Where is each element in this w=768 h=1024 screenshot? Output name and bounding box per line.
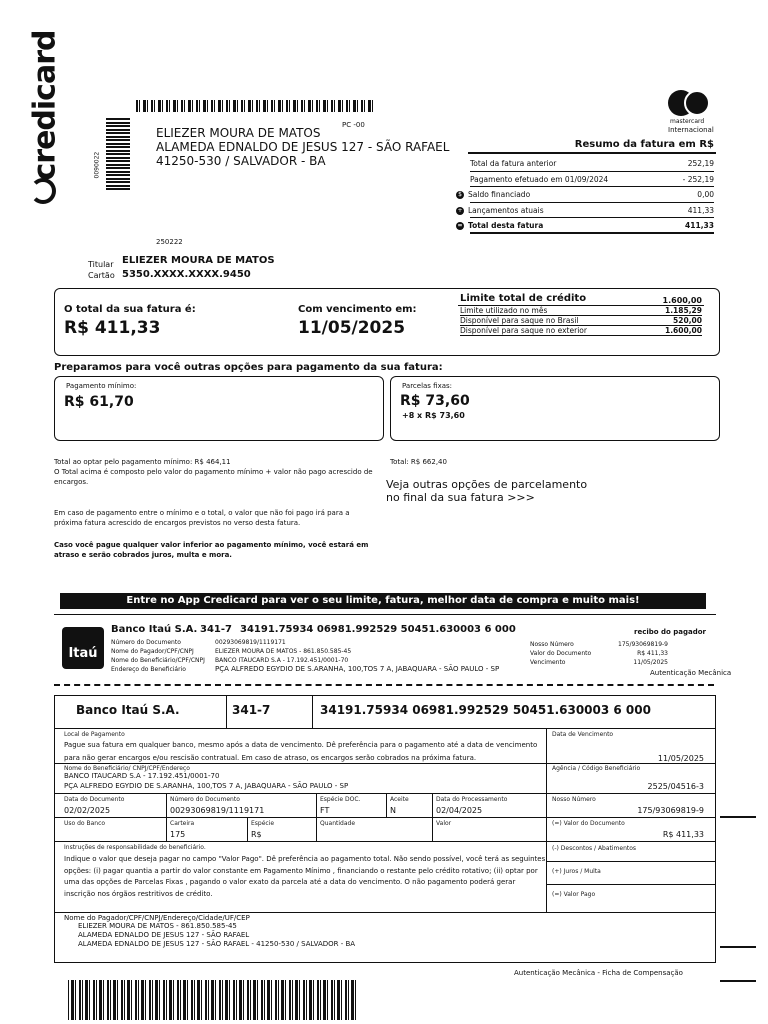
- data-proc-label: Data do Processamento: [436, 796, 508, 803]
- vertical-barcode: [106, 118, 130, 190]
- venc-value: 11/05/2025: [657, 754, 704, 763]
- due-value: 11/05/2025: [298, 318, 406, 338]
- receipt-right-row: [530, 649, 668, 658]
- options-heading: Preparamos para você outras opções para pagamento da sua fatura:: [54, 362, 443, 373]
- recipient-name: ELIEZER MOURA DE MATOS: [156, 126, 321, 140]
- summary-icon: $: [456, 191, 464, 199]
- receipt-row-label: Nome do Pagador/CPF/CNPJ: [111, 648, 194, 655]
- local-label: Local de Pagamento: [64, 731, 125, 738]
- juros-label: (+) Juros / Multa: [552, 868, 601, 875]
- desc-label: (-) Descontos / Abatimentos: [552, 845, 637, 852]
- receipt-right-value: R$ 411,33: [637, 650, 668, 657]
- limit-row-value: 1.185,29: [664, 306, 702, 315]
- pc-code: PC -00: [342, 121, 365, 129]
- limit-row-value: 1.600,00: [664, 326, 702, 335]
- summary-row: [458, 187, 714, 203]
- vertical-code: 0090022: [93, 151, 101, 179]
- pagador-label: Nome do Pagador/CPF/CNPJ/Endereço/Cidade/UF/CEP: [64, 914, 250, 922]
- especie-doc-label: Espécie DOC.: [320, 796, 361, 803]
- limit-total: 1.600,00: [662, 296, 702, 305]
- summary-row-label-wrap: [470, 156, 556, 171]
- limit-row: [460, 316, 702, 326]
- summary-table: [457, 156, 714, 234]
- receipt-right-label: Vencimento: [530, 659, 566, 666]
- receipt-right-value: 11/05/2025: [633, 659, 668, 666]
- data-proc-value: 02/04/2025: [436, 806, 483, 815]
- min-note: O Total acima é composto pelo valor do pagamento mínimo + valor não pago acrescido de encargos.: [54, 468, 373, 486]
- summary-icon: =: [457, 222, 463, 230]
- mastercard-sub: Internacional: [668, 126, 714, 134]
- parc-detail: +8 x R$ 73,60: [402, 411, 465, 420]
- summary-row-label: Lançamentos atuais: [468, 205, 544, 215]
- recibo-label: recibo do pagador: [634, 628, 707, 636]
- limit-row-label: Disponível para saque no exterior: [460, 326, 587, 335]
- limit-row: [460, 326, 702, 336]
- limit-table: [460, 306, 702, 336]
- parc-more-2[interactable]: no final da sua fatura >>>: [386, 491, 535, 504]
- address-line-1: ALAMEDA EDNALDO DE JESUS 127 - SÃO RAFAEL: [156, 140, 450, 154]
- parc-label: Parcelas fixas:: [402, 382, 453, 390]
- limit-row: [460, 306, 702, 316]
- valor-doc-label: (=) Valor do Documento: [552, 820, 625, 827]
- pagador-lines: [78, 922, 355, 949]
- instr-line: Indique o valor que deseja pagar no campo "Valor Pago". Dê preferência ao pagamento total. Não sendo possível, você terá as seguintes: [64, 855, 546, 863]
- titular-value: ELIEZER MOURA DE MATOS: [122, 255, 275, 266]
- boleto-bank: Banco Itaú S.A.: [76, 703, 180, 717]
- address-line-2: 41250-530 / SALVADOR - BA: [156, 154, 326, 168]
- qtd-label: Quantidade: [320, 820, 356, 827]
- mastercard-logo: [664, 90, 724, 136]
- instr-line: inscrição nos órgãos restritivos de crédito.: [64, 889, 213, 898]
- itau-logo: Itaú: [62, 627, 104, 669]
- instr-line: uma das opções de Parcelas Fixas , pagando o valor exato da parcela até a data do vencimento. O não pagamento poderá gerar: [64, 878, 516, 886]
- min-total: Total ao optar pelo pagamento mínimo: R$ 464,11: [54, 458, 231, 466]
- instr-lines: [64, 854, 546, 900]
- receipt-row: [111, 656, 531, 665]
- summary-row: [457, 218, 714, 234]
- boleto-footer: Autenticação Mecânica - Ficha de Compensação: [514, 969, 683, 977]
- note-2: Caso você pague qualquer valor inferior ao pagamento mínimo, você estará em atraso e serão cobrados juros, multa e mora.: [54, 541, 369, 559]
- aceite-label: Aceite: [390, 796, 409, 803]
- parc-more-1[interactable]: Veja outras opções de parcelamento: [386, 478, 588, 491]
- summary-row-value: - 252,19: [682, 174, 714, 184]
- min-label: Pagamento mínimo:: [66, 382, 137, 390]
- especie-doc-value: FT: [320, 806, 330, 815]
- credicard-logo-text: credicard: [27, 30, 63, 181]
- parc-total: Total: R$ 662,40: [390, 458, 447, 466]
- receipt-row-value: PÇA ALFREDO EGYDIO DE S.ARANHA, 100,TOS 7 A, JABAQUARA - SÃO PAULO - SP: [215, 665, 500, 673]
- num-doc-label: Número do Documento: [170, 796, 240, 803]
- mastercard-name: mastercard: [670, 118, 705, 125]
- receipt-right-value: 175/93069819-9: [618, 641, 668, 648]
- summary-row-value: 411,33: [687, 205, 714, 215]
- benef-value-2: PÇA ALFREDO EGYDIO DE S.ARANHA, 100,TOS 7 A, JABAQUARA - SÃO PAULO - SP: [64, 782, 349, 790]
- receipt-row-label: Número do Documento: [111, 639, 181, 646]
- receipt-right-label: Nosso Número: [530, 641, 574, 648]
- app-banner: Entre no App Credicard para ver o seu limite, fatura, melhor data de compra e muito mais!: [60, 593, 706, 609]
- nosso-value: 175/93069819-9: [637, 806, 704, 815]
- receipt-row: [111, 665, 531, 674]
- receipt-row: [111, 647, 531, 656]
- data-doc-label: Data do Documento: [64, 796, 125, 803]
- credicard-symbol-icon: [30, 178, 56, 204]
- receipt-auth: Autenticação Mecânica: [650, 669, 732, 677]
- summary-row-label-wrap: [457, 203, 544, 218]
- aceite-value: N: [390, 806, 396, 815]
- summary-row: [457, 203, 714, 219]
- min-value: R$ 61,70: [64, 394, 134, 410]
- mastercard-circle-right-icon: [684, 90, 710, 116]
- summary-row-label-wrap: [457, 218, 544, 232]
- receipt-rows: [111, 638, 531, 674]
- carteira-label: Carteira: [170, 820, 195, 827]
- especie-label: Espécie: [251, 820, 275, 827]
- benef-value-1: BANCO ITAUCARD S.A - 17.192.451/0001-70: [64, 772, 220, 780]
- venc-label: Data de Vencimento: [552, 731, 614, 738]
- postal-barcode: [136, 100, 376, 112]
- receipt-right-row: [530, 640, 668, 649]
- local-value-2: para não gerar encargos e/ou rescisão contratual. Em caso de atraso, os encargos serão cobrados na próxima fatura.: [64, 754, 477, 762]
- nosso-label: Nosso Número: [552, 796, 596, 803]
- parc-value: R$ 73,60: [400, 393, 470, 409]
- cartao-label: Cartão: [88, 271, 115, 280]
- ref-code: 250222: [156, 238, 183, 246]
- receipt-right-label: Valor do Documento: [530, 650, 592, 657]
- valor-label: Valor: [436, 820, 452, 827]
- receipt-bank-code: 341-7: [200, 624, 232, 635]
- pagador-line: ALAMEDA EDNALDO DE JESUS 127 - SÃO RAFAEL - 41250-530 / SALVADOR - BA: [78, 940, 356, 948]
- receipt-row-value: 00293069819/1119171: [215, 639, 286, 646]
- receipt-row-value: BANCO ITAUCARD S.A - 17.192.451/0001-70: [215, 657, 349, 664]
- summary-row: [470, 172, 714, 188]
- note-1: Em caso de pagamento entre o mínimo e o total, o valor que não foi pago irá para a próxima fatura acrescido de encargos previstos no verso desta fatura.: [54, 509, 350, 527]
- pagador-line: ELIEZER MOURA DE MATOS - 861.850.585-45: [78, 922, 237, 930]
- limit-row-label: Limite utilizado no mês: [460, 306, 548, 315]
- uso-label: Uso do Banco: [64, 820, 106, 827]
- summary-row: [470, 156, 714, 172]
- local-value-1: Pague sua fatura em qualquer banco, mesmo após a data de vencimento. Dê preferência para o pagamento até a data de vencimento: [64, 741, 538, 749]
- boleto-code: 341-7: [232, 703, 271, 717]
- valor-doc-value: R$ 411,33: [662, 830, 704, 839]
- summary-title: Resumo da fatura em R$: [574, 139, 714, 150]
- summary-row-value: 411,33: [685, 221, 714, 231]
- summary-row-value: 0,00: [697, 190, 714, 200]
- limit-title: Limite total de crédito: [460, 293, 587, 304]
- cartao-value: 5350.XXXX.XXXX.9450: [122, 269, 251, 280]
- total-value: R$ 411,33: [64, 318, 161, 338]
- instr-line: opções: (i) pagar quantia a partir do valor constante em Pagamento Mínimo , financiando o restante pelo crédito rotativo; (ii) optar por: [64, 866, 538, 875]
- summary-row-label: Total desta fatura: [468, 221, 544, 231]
- recipient-address: [156, 126, 449, 168]
- receipt-right: [530, 640, 668, 667]
- credicard-logo: [22, 28, 62, 218]
- instr-label: Instruções de responsabilidade do beneficiário.: [64, 844, 206, 851]
- receipt-line: 34191.75934 06981.992529 50451.630003 6 000: [240, 624, 516, 635]
- receipt-row-label: Nome do Beneficiário/CPF/CNPJ: [111, 657, 205, 664]
- payment-barcode: [68, 980, 358, 1020]
- summary-row-label: Pagamento efetuado em 01/09/2024: [470, 174, 609, 184]
- especie-value: R$: [251, 830, 262, 839]
- receipt-bank: Banco Itaú S.A.: [111, 624, 198, 635]
- titular-label: Titular: [88, 260, 114, 269]
- receipt-right-row: [530, 658, 668, 667]
- pagador-line: ALAMEDA EDNALDO DE JESUS 127 - SÃO RAFAEL: [78, 931, 250, 939]
- summary-icon: +: [457, 206, 463, 214]
- summary-row-value: 252,19: [687, 159, 714, 168]
- summary-row-label: Saldo financiado: [468, 190, 531, 200]
- receipt-row: [111, 638, 531, 647]
- benef-label: Nome do Beneficiário/ CNPJ/CPF/Endereço: [64, 765, 190, 772]
- num-doc-value: 00293069819/1119171: [170, 806, 265, 815]
- agencia-value: 2525/04516-3: [647, 782, 704, 791]
- due-label: Com vencimento em:: [298, 304, 417, 315]
- total-label: O total da sua fatura é:: [64, 304, 196, 315]
- data-doc-value: 02/02/2025: [64, 806, 111, 815]
- summary-row-label: Total da fatura anterior: [470, 159, 557, 168]
- summary-row-label-wrap: [458, 187, 531, 202]
- cut-line: [54, 684, 714, 686]
- pago-label: (=) Valor Pago: [552, 891, 596, 898]
- receipt-row-label: Endereço do Beneficiário: [111, 666, 186, 673]
- agencia-label: Agência / Código Beneficiário: [552, 765, 641, 772]
- boleto-line: 34191.75934 06981.992529 50451.630003 6 000: [320, 703, 651, 717]
- summary-row-label-wrap: [470, 172, 608, 187]
- limit-row-label: Disponível para saque no Brasil: [460, 316, 579, 325]
- limit-row-value: 520,00: [673, 316, 702, 325]
- carteira-value: 175: [170, 830, 186, 839]
- receipt-row-value: ELIEZER MOURA DE MATOS - 861.850.585-45: [215, 648, 352, 655]
